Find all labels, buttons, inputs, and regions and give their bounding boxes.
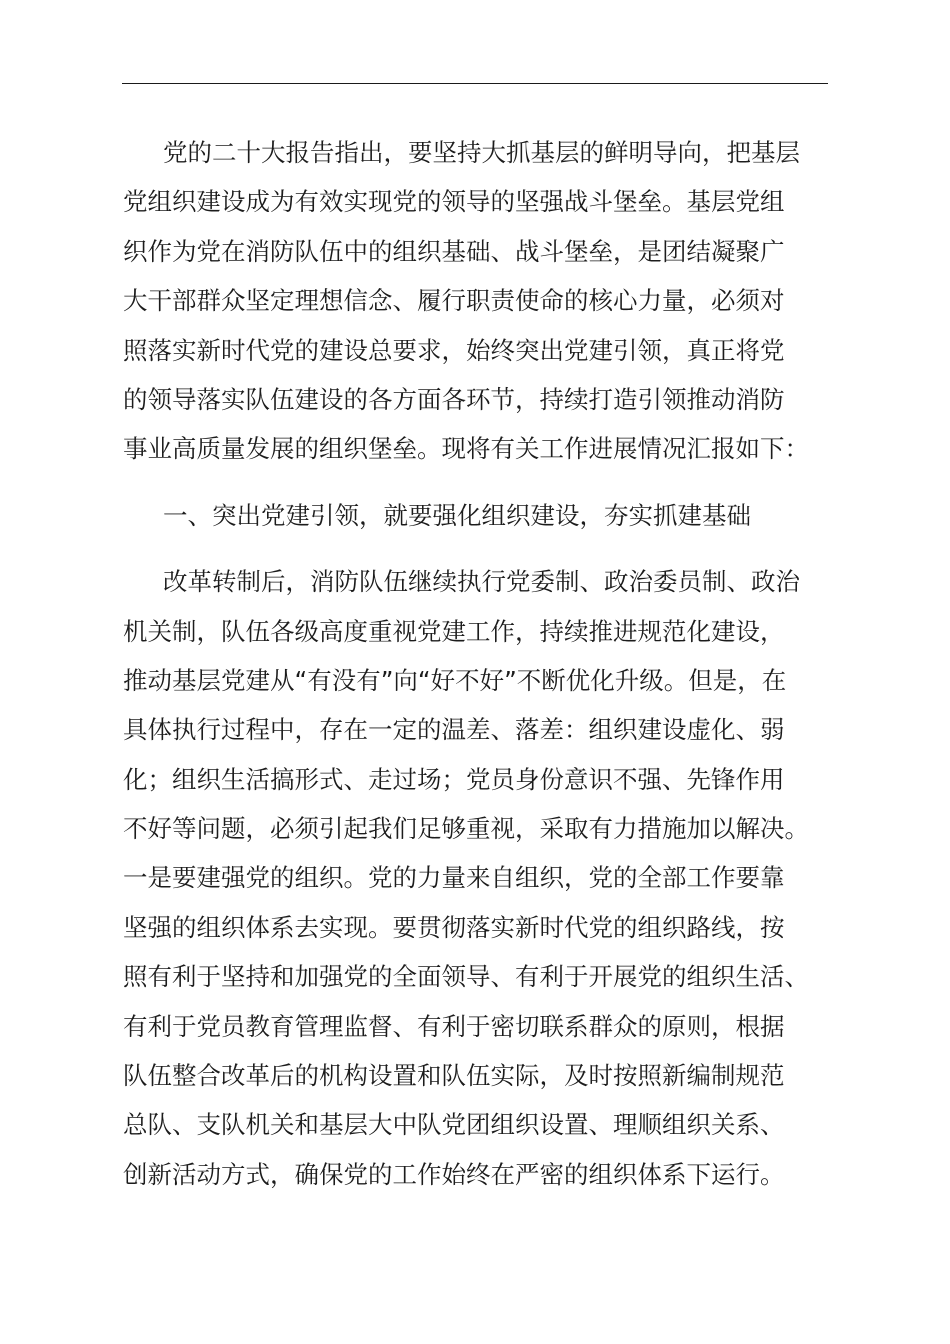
paragraph-gap: [123, 474, 829, 491]
paragraph-line: 照有利于坚持和加强党的全面领导、有利于开展党的组织生活、: [123, 962, 809, 992]
section-paragraph: [123, 557, 829, 1199]
paragraph-line: 党组织建设成为有效实现党的领导的坚强战斗堡垒。基层党组: [123, 187, 785, 217]
paragraph-line: 照落实新时代党的建设总要求，始终突出党建引领，真正将党: [123, 335, 785, 365]
paragraph-line: 总队、支队机关和基层大中队党团组织设置、理顺组织关系、: [123, 1110, 785, 1140]
paragraph-line: 不好等问题，必须引起我们足够重视，采取有力措施加以解决。: [123, 814, 809, 844]
paragraph-line: 化；组织生活搞形式、走过场；党员身份意识不强、先锋作用: [123, 764, 785, 794]
paragraph-line: 队伍整合改革后的机构设置和队伍实际，及时按照新编制规范: [123, 1061, 785, 1091]
paragraph-line: 一是要建强党的组织。党的力量来自组织，党的全部工作要靠: [123, 863, 785, 893]
paragraph-line: 机关制，队伍各级高度重视党建工作，持续推进规范化建设，: [123, 616, 785, 646]
paragraph-line: 党的二十大报告指出，要坚持大抓基层的鲜明导向，把基层: [163, 138, 800, 167]
header-rule: [122, 83, 828, 84]
paragraph-line: 的领导落实队伍建设的各方面各环节，持续打造引领推动消防: [123, 384, 785, 414]
intro-paragraph: [123, 128, 829, 474]
paragraph-line: 坚强的组织体系去实现。要贯彻落实新时代党的组织路线，按: [123, 912, 785, 942]
paragraph-line: 具体执行过程中，存在一定的温差、落差：组织建设虚化、弱: [123, 715, 785, 745]
paragraph-line: 织作为党在消防队伍中的组织基础、战斗堡垒，是团结凝聚广: [123, 236, 785, 266]
paragraph-line: 创新活动方式，确保党的工作始终在严密的组织体系下运行。: [123, 1159, 785, 1189]
section-heading: 一、突出党建引领，就要强化组织建设，夯实抓建基础: [163, 500, 751, 530]
paragraph-line: 有利于党员教育管理监督、有利于密切联系群众的原则，根据: [123, 1011, 785, 1041]
document-body: [123, 128, 829, 1199]
paragraph-line: 大干部群众坚定理想信念、履行职责使命的核心力量，必须对: [123, 286, 785, 316]
paragraph-line: 事业高质量发展的组织堡垒。现将有关工作进展情况汇报如下：: [123, 434, 809, 464]
paragraph-line: 改革转制后，消防队伍继续执行党委制、政治委员制、政治: [163, 567, 800, 597]
paragraph-line: 推动基层党建从“有没有”向“好不好”不断优化升级。但是，在: [123, 665, 787, 695]
paragraph-gap: [123, 540, 829, 557]
